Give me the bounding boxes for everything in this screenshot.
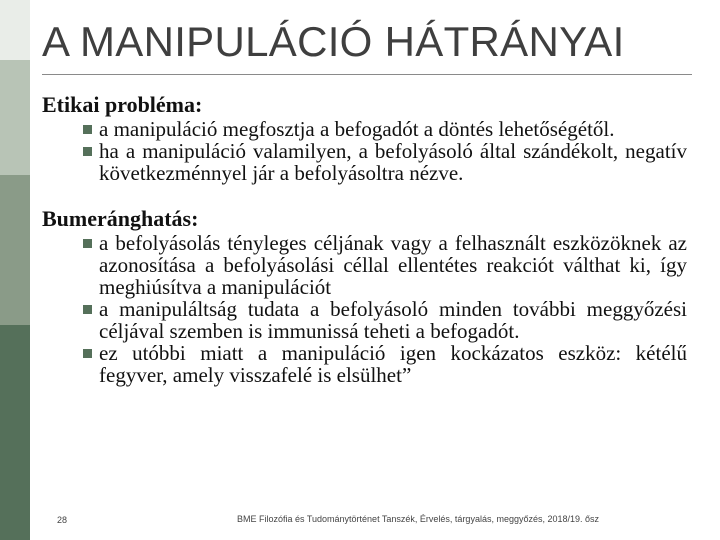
list-item-text: ez utóbbi miatt a manipuláció igen kockázatos eszköz: kétélű fegyver, amely visszafelé is elsülhet”	[99, 341, 687, 387]
title-divider	[42, 74, 692, 75]
list-item-text: a manipuláltság tudata a befolyásoló minden további meggyőzési céljával szemben is immunissá teheti a befogadót.	[99, 297, 687, 343]
list-item-text: a befolyásolás tényleges céljának vagy a felhasznált eszközöknek az azonosítása a befolyásolási céllal ellentétes reakciót válthat ki, így meghiúsítva a manipulációt	[99, 231, 687, 299]
list-item	[42, 298, 687, 342]
list-item-text: ha a manipuláció valamilyen, a befolyásoló által szándékolt, negatív következménnyel jár a befolyásoltra nézve.	[99, 139, 687, 185]
side-bar-segment	[0, 0, 30, 60]
slide-title: A MANIPULÁCIÓ HÁTRÁNYAI	[42, 18, 625, 65]
bullet-list	[42, 118, 687, 184]
square-bullet-icon	[83, 305, 92, 314]
section-heading: Bumeránghatás:	[42, 206, 199, 231]
list-item	[42, 232, 687, 298]
square-bullet-icon	[83, 349, 92, 358]
section-boomerang	[42, 206, 687, 386]
side-bar-segment	[0, 175, 30, 325]
section-ethics	[42, 92, 687, 184]
list-item	[42, 342, 687, 386]
side-bar-segment	[0, 60, 30, 175]
slide-content	[42, 92, 687, 408]
square-bullet-icon	[83, 125, 92, 134]
list-item	[42, 140, 687, 184]
square-bullet-icon	[83, 239, 92, 248]
side-decoration	[0, 0, 30, 540]
list-item-text: a manipuláció megfosztja a befogadót a döntés lehetőségétől.	[99, 117, 615, 141]
section-heading: Etikai probléma:	[42, 92, 203, 117]
list-item	[42, 118, 687, 140]
square-bullet-icon	[83, 147, 92, 156]
page-number: 28	[57, 515, 68, 525]
side-bar-segment	[0, 325, 30, 540]
footer-text: BME Filozófia és Tudománytörténet Tanszék, Érvelés, tárgyalás, meggyőzés, 2018/19. ősz	[237, 514, 600, 524]
bullet-list	[42, 232, 687, 386]
